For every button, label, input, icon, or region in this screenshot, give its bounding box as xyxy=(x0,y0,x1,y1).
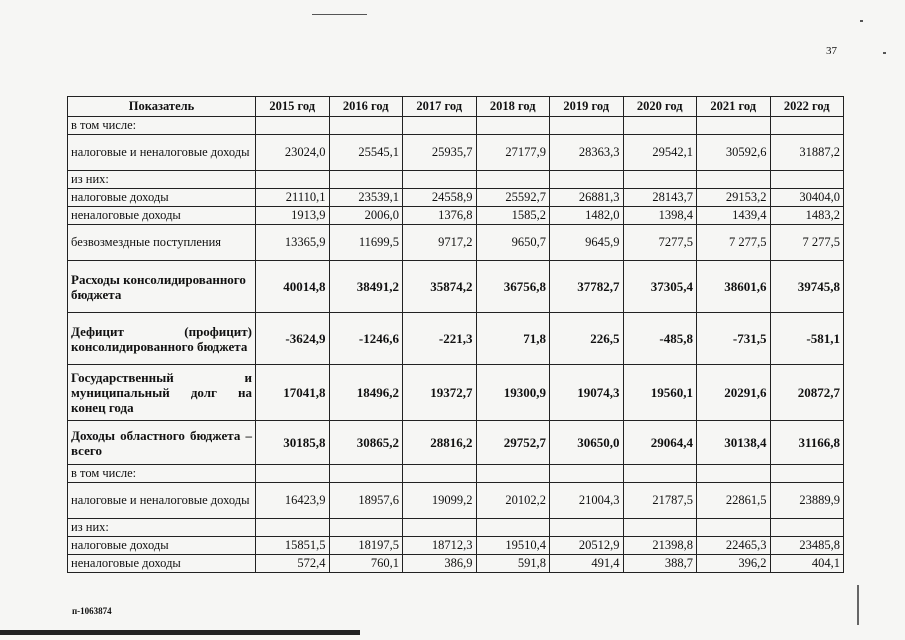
row-value xyxy=(403,519,477,537)
row-value: 9645,9 xyxy=(550,225,624,261)
row-value: 22465,3 xyxy=(697,537,771,555)
row-value: 19099,2 xyxy=(403,483,477,519)
row-value: 19372,7 xyxy=(403,365,477,421)
row-value: 71,8 xyxy=(476,313,550,365)
scan-speck xyxy=(860,20,863,22)
row-value: 23024,0 xyxy=(256,135,330,171)
table-row xyxy=(68,555,844,573)
row-value: 30138,4 xyxy=(697,421,771,465)
row-value: 491,4 xyxy=(550,555,624,573)
header-year: 2018 год xyxy=(476,97,550,117)
row-label: в том числе: xyxy=(68,117,256,135)
header-year: 2017 год xyxy=(403,97,477,117)
row-value: 16423,9 xyxy=(256,483,330,519)
row-value: 29542,1 xyxy=(623,135,697,171)
row-value: 13365,9 xyxy=(256,225,330,261)
row-value: 1398,4 xyxy=(623,207,697,225)
row-value xyxy=(550,465,624,483)
row-value: 31166,8 xyxy=(770,421,844,465)
row-value xyxy=(550,519,624,537)
row-value: 28363,3 xyxy=(550,135,624,171)
row-value xyxy=(550,171,624,189)
row-value: 19510,4 xyxy=(476,537,550,555)
row-value: 27177,9 xyxy=(476,135,550,171)
budget-table xyxy=(67,96,844,573)
row-value xyxy=(697,117,771,135)
table-row xyxy=(68,135,844,171)
row-value: 19560,1 xyxy=(623,365,697,421)
row-value xyxy=(770,117,844,135)
document-code: п-1063874 xyxy=(72,606,112,616)
row-value: 18496,2 xyxy=(329,365,403,421)
row-value: 30592,6 xyxy=(697,135,771,171)
row-value: 37782,7 xyxy=(550,261,624,313)
table-row xyxy=(68,189,844,207)
table-row xyxy=(68,261,844,313)
row-value: 21004,3 xyxy=(550,483,624,519)
row-value: 22861,5 xyxy=(697,483,771,519)
table-row xyxy=(68,519,844,537)
row-value xyxy=(623,465,697,483)
row-value: -3624,9 xyxy=(256,313,330,365)
row-value: 31887,2 xyxy=(770,135,844,171)
row-label: из них: xyxy=(68,519,256,537)
row-value: 9650,7 xyxy=(476,225,550,261)
table-header-row xyxy=(68,97,844,117)
row-value xyxy=(770,519,844,537)
header-year: 2021 год xyxy=(697,97,771,117)
row-value: 37305,4 xyxy=(623,261,697,313)
row-value xyxy=(329,117,403,135)
row-value xyxy=(256,171,330,189)
row-value: 21787,5 xyxy=(623,483,697,519)
row-value xyxy=(697,519,771,537)
row-value: 25592,7 xyxy=(476,189,550,207)
row-label: Доходы областного бюджета – всего xyxy=(68,421,256,465)
row-value: 28143,7 xyxy=(623,189,697,207)
row-value xyxy=(623,519,697,537)
row-value: 11699,5 xyxy=(329,225,403,261)
table-row xyxy=(68,313,844,365)
row-value: 18957,6 xyxy=(329,483,403,519)
row-value: 2006,0 xyxy=(329,207,403,225)
row-value: -1246,6 xyxy=(329,313,403,365)
row-value: 30185,8 xyxy=(256,421,330,465)
row-label: налоговые доходы xyxy=(68,189,256,207)
header-year: 2015 год xyxy=(256,97,330,117)
row-value: 35874,2 xyxy=(403,261,477,313)
row-value xyxy=(403,171,477,189)
row-value: 39745,8 xyxy=(770,261,844,313)
row-value: 21110,1 xyxy=(256,189,330,207)
row-value: 26881,3 xyxy=(550,189,624,207)
row-label: из них: xyxy=(68,171,256,189)
row-value: 386,9 xyxy=(403,555,477,573)
row-value: 226,5 xyxy=(550,313,624,365)
row-value: 30650,0 xyxy=(550,421,624,465)
row-value: 404,1 xyxy=(770,555,844,573)
row-value: 25545,1 xyxy=(329,135,403,171)
row-label: Расходы консолидированного бюджета xyxy=(68,261,256,313)
row-value xyxy=(623,171,697,189)
row-value xyxy=(476,465,550,483)
row-value xyxy=(256,519,330,537)
row-value xyxy=(476,117,550,135)
row-value: 388,7 xyxy=(623,555,697,573)
row-value: 760,1 xyxy=(329,555,403,573)
row-value: 40014,8 xyxy=(256,261,330,313)
table-row xyxy=(68,483,844,519)
table-row xyxy=(68,117,844,135)
row-value: 30404,0 xyxy=(770,189,844,207)
row-label: налоговые и неналоговые доходы xyxy=(68,483,256,519)
row-value: 36756,8 xyxy=(476,261,550,313)
row-value: 396,2 xyxy=(697,555,771,573)
table-row xyxy=(68,225,844,261)
table-row xyxy=(68,207,844,225)
row-value xyxy=(329,519,403,537)
row-value: 29153,2 xyxy=(697,189,771,207)
row-value: 20872,7 xyxy=(770,365,844,421)
header-year: 2019 год xyxy=(550,97,624,117)
row-value: 1913,9 xyxy=(256,207,330,225)
row-value: 18197,5 xyxy=(329,537,403,555)
row-value xyxy=(623,117,697,135)
table-row xyxy=(68,465,844,483)
row-value: 1585,2 xyxy=(476,207,550,225)
row-value: 19300,9 xyxy=(476,365,550,421)
row-value xyxy=(329,171,403,189)
row-value: 23539,1 xyxy=(329,189,403,207)
row-value: 20102,2 xyxy=(476,483,550,519)
row-value xyxy=(403,465,477,483)
row-value: 7 277,5 xyxy=(770,225,844,261)
row-value xyxy=(697,465,771,483)
row-value: 15851,5 xyxy=(256,537,330,555)
row-label: неналоговые доходы xyxy=(68,555,256,573)
row-value xyxy=(256,465,330,483)
table-row xyxy=(68,365,844,421)
row-value: 30865,2 xyxy=(329,421,403,465)
row-label: Дефицит (профицит) консолидированного бюджета xyxy=(68,313,256,365)
row-value: 19074,3 xyxy=(550,365,624,421)
row-value: 29752,7 xyxy=(476,421,550,465)
scan-edge-mark xyxy=(857,585,859,625)
row-value: 29064,4 xyxy=(623,421,697,465)
row-value: 7277,5 xyxy=(623,225,697,261)
row-value: 1376,8 xyxy=(403,207,477,225)
row-value: 38601,6 xyxy=(697,261,771,313)
row-value: 24558,9 xyxy=(403,189,477,207)
row-label: в том числе: xyxy=(68,465,256,483)
row-value: -485,8 xyxy=(623,313,697,365)
row-value: 7 277,5 xyxy=(697,225,771,261)
row-value: 20512,9 xyxy=(550,537,624,555)
table-row xyxy=(68,171,844,189)
row-value xyxy=(476,171,550,189)
page-number: 37 xyxy=(826,45,837,57)
row-label: безвозмездные поступления xyxy=(68,225,256,261)
row-value xyxy=(256,117,330,135)
row-value: 18712,3 xyxy=(403,537,477,555)
row-value: 17041,8 xyxy=(256,365,330,421)
row-value: -221,3 xyxy=(403,313,477,365)
row-value xyxy=(329,465,403,483)
row-value xyxy=(770,465,844,483)
scan-bottom-bar xyxy=(0,630,360,635)
row-value: 38491,2 xyxy=(329,261,403,313)
row-value: -731,5 xyxy=(697,313,771,365)
row-value: 1483,2 xyxy=(770,207,844,225)
row-value: 20291,6 xyxy=(697,365,771,421)
row-value xyxy=(403,117,477,135)
row-value: 1439,4 xyxy=(697,207,771,225)
table-row xyxy=(68,537,844,555)
row-value xyxy=(476,519,550,537)
row-value: 591,8 xyxy=(476,555,550,573)
row-value: 572,4 xyxy=(256,555,330,573)
row-value: -581,1 xyxy=(770,313,844,365)
row-value: 28816,2 xyxy=(403,421,477,465)
table-row xyxy=(68,421,844,465)
row-value: 23889,9 xyxy=(770,483,844,519)
row-value xyxy=(770,171,844,189)
scan-speck xyxy=(883,52,886,54)
row-value: 21398,8 xyxy=(623,537,697,555)
row-label: налоговые доходы xyxy=(68,537,256,555)
scan-top-rule xyxy=(312,14,367,15)
row-label: неналоговые доходы xyxy=(68,207,256,225)
row-value: 23485,8 xyxy=(770,537,844,555)
row-label: Государственный и муниципальный долг на конец года xyxy=(68,365,256,421)
row-value: 1482,0 xyxy=(550,207,624,225)
row-value: 9717,2 xyxy=(403,225,477,261)
header-year: 2022 год xyxy=(770,97,844,117)
row-label: налоговые и неналоговые доходы xyxy=(68,135,256,171)
header-year: 2016 год xyxy=(329,97,403,117)
row-value xyxy=(697,171,771,189)
row-value: 25935,7 xyxy=(403,135,477,171)
header-year: 2020 год xyxy=(623,97,697,117)
header-indicator: Показатель xyxy=(68,97,256,117)
row-value xyxy=(550,117,624,135)
